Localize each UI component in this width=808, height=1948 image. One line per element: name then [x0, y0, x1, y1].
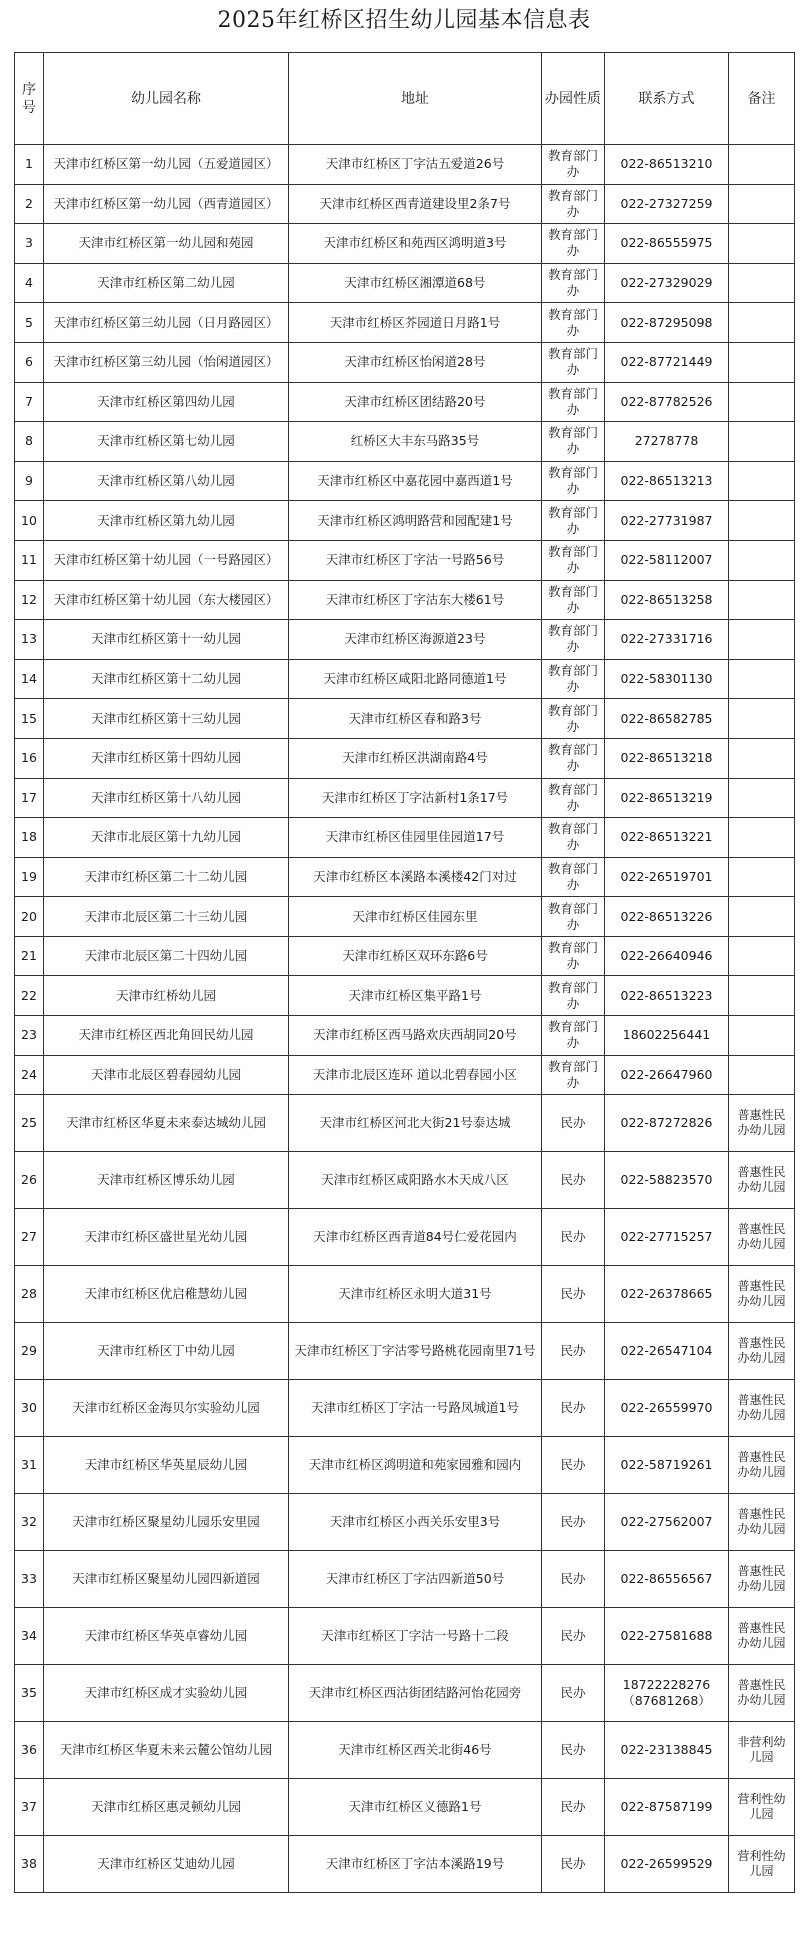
cell-note [729, 540, 795, 580]
cell-kindergarten-name: 天津市北辰区第十九幼儿园 [44, 818, 289, 858]
cell-note: 普惠性民办幼儿园 [729, 1323, 795, 1380]
table-header-row [15, 53, 795, 145]
table-row [15, 857, 795, 897]
cell-note [729, 936, 795, 976]
cell-index: 37 [15, 1779, 44, 1836]
cell-index: 31 [15, 1437, 44, 1494]
cell-address: 天津市红桥区佳园里佳园道17号 [289, 818, 542, 858]
cell-address: 天津市红桥区丁字沽一号路56号 [289, 540, 542, 580]
cell-address: 天津市红桥区丁字沽五爱道26号 [289, 145, 542, 185]
cell-contact: 022-27715257 [605, 1209, 729, 1266]
cell-nature: 民办 [542, 1665, 605, 1722]
cell-index: 35 [15, 1665, 44, 1722]
cell-nature: 教育部门办 [542, 461, 605, 501]
cell-index: 33 [15, 1551, 44, 1608]
cell-index: 26 [15, 1152, 44, 1209]
table-row [15, 1779, 795, 1836]
cell-address: 天津市红桥区咸阳北路同德道1号 [289, 659, 542, 699]
cell-note [729, 303, 795, 343]
cell-nature: 教育部门办 [542, 778, 605, 818]
cell-nature: 教育部门办 [542, 501, 605, 541]
cell-contact: 022-26378665 [605, 1266, 729, 1323]
cell-kindergarten-name: 天津市红桥区华英星辰幼儿园 [44, 1437, 289, 1494]
table-row [15, 1608, 795, 1665]
cell-index: 38 [15, 1836, 44, 1893]
cell-note [729, 897, 795, 937]
table-row [15, 303, 795, 343]
cell-index: 14 [15, 659, 44, 699]
cell-index: 12 [15, 580, 44, 620]
cell-index: 9 [15, 461, 44, 501]
cell-index: 32 [15, 1494, 44, 1551]
kindergarten-table [14, 52, 795, 1893]
cell-note: 普惠性民办幼儿园 [729, 1095, 795, 1152]
cell-nature: 教育部门办 [542, 857, 605, 897]
cell-note [729, 382, 795, 422]
cell-address: 天津市北辰区连环 道以北碧春园小区 [289, 1055, 542, 1095]
cell-contact: 18602256441 [605, 1016, 729, 1056]
cell-kindergarten-name: 天津市红桥区第八幼儿园 [44, 461, 289, 501]
table-row [15, 422, 795, 462]
cell-kindergarten-name: 天津市红桥区第一幼儿园（西青道园区） [44, 184, 289, 224]
table-row [15, 818, 795, 858]
cell-address: 天津市红桥区佳园东里 [289, 897, 542, 937]
cell-kindergarten-name: 天津市北辰区第二十四幼儿园 [44, 936, 289, 976]
cell-note [729, 342, 795, 382]
cell-address: 天津市红桥区湘潭道68号 [289, 263, 542, 303]
cell-contact: 022-27329029 [605, 263, 729, 303]
cell-contact: 022-58112007 [605, 540, 729, 580]
cell-contact: 022-26647960 [605, 1055, 729, 1095]
cell-kindergarten-name: 天津市红桥区第四幼儿园 [44, 382, 289, 422]
header-note: 备注 [729, 53, 795, 145]
cell-note [729, 145, 795, 185]
table-row [15, 976, 795, 1016]
table-row [15, 1209, 795, 1266]
table-row [15, 1836, 795, 1893]
cell-index: 25 [15, 1095, 44, 1152]
cell-address: 天津市红桥区鸿明道和苑家园雅和园内 [289, 1437, 542, 1494]
cell-index: 20 [15, 897, 44, 937]
cell-contact: 18722228276（87681268） [605, 1665, 729, 1722]
cell-address: 天津市红桥区丁字沽东大楼61号 [289, 580, 542, 620]
cell-index: 1 [15, 145, 44, 185]
cell-contact: 022-27581688 [605, 1608, 729, 1665]
cell-note: 普惠性民办幼儿园 [729, 1551, 795, 1608]
cell-kindergarten-name: 天津市红桥区第十二幼儿园 [44, 659, 289, 699]
cell-nature: 民办 [542, 1608, 605, 1665]
table-row [15, 620, 795, 660]
table-row [15, 1095, 795, 1152]
cell-kindergarten-name: 天津市红桥区华英卓睿幼儿园 [44, 1608, 289, 1665]
table-row [15, 738, 795, 778]
cell-nature: 教育部门办 [542, 303, 605, 343]
cell-contact: 022-23138845 [605, 1722, 729, 1779]
cell-address: 天津市红桥区中嘉花园中嘉西道1号 [289, 461, 542, 501]
cell-note [729, 778, 795, 818]
cell-nature: 教育部门办 [542, 738, 605, 778]
cell-contact: 022-86555975 [605, 224, 729, 264]
table-row [15, 263, 795, 303]
cell-address: 天津市红桥区咸阳路水木天成八区 [289, 1152, 542, 1209]
header-index: 序号 [15, 53, 44, 145]
cell-address: 天津市红桥区丁字沽一号路凤城道1号 [289, 1380, 542, 1437]
table-body [15, 145, 795, 1893]
table-row [15, 382, 795, 422]
cell-index: 16 [15, 738, 44, 778]
cell-nature: 民办 [542, 1779, 605, 1836]
cell-address: 天津市红桥区永明大道31号 [289, 1266, 542, 1323]
table-row [15, 1152, 795, 1209]
table-row [15, 1380, 795, 1437]
table-row [15, 1055, 795, 1095]
header-contact: 联系方式 [605, 53, 729, 145]
table-row [15, 1016, 795, 1056]
cell-contact: 022-87295098 [605, 303, 729, 343]
cell-address: 天津市红桥区和苑西区鸿明道3号 [289, 224, 542, 264]
cell-address: 天津市红桥区丁字沽本溪路19号 [289, 1836, 542, 1893]
cell-kindergarten-name: 天津市红桥区第十三幼儿园 [44, 699, 289, 739]
table-row [15, 897, 795, 937]
cell-nature: 教育部门办 [542, 699, 605, 739]
cell-contact: 022-26519701 [605, 857, 729, 897]
cell-note: 营利性幼儿园 [729, 1836, 795, 1893]
cell-contact: 022-26547104 [605, 1323, 729, 1380]
cell-nature: 教育部门办 [542, 897, 605, 937]
cell-nature: 教育部门办 [542, 659, 605, 699]
cell-nature: 民办 [542, 1437, 605, 1494]
cell-nature: 民办 [542, 1494, 605, 1551]
table-row [15, 1266, 795, 1323]
table-row [15, 1551, 795, 1608]
cell-nature: 教育部门办 [542, 342, 605, 382]
cell-note [729, 818, 795, 858]
cell-note [729, 620, 795, 660]
cell-address: 天津市红桥区西关北街46号 [289, 1722, 542, 1779]
cell-nature: 教育部门办 [542, 1055, 605, 1095]
table-row [15, 145, 795, 185]
cell-index: 27 [15, 1209, 44, 1266]
cell-kindergarten-name: 天津市红桥区华夏未来泰达城幼儿园 [44, 1095, 289, 1152]
cell-note: 普惠性民办幼儿园 [729, 1608, 795, 1665]
table-row [15, 224, 795, 264]
cell-index: 30 [15, 1380, 44, 1437]
cell-nature: 教育部门办 [542, 620, 605, 660]
cell-contact: 022-86513223 [605, 976, 729, 1016]
cell-kindergarten-name: 天津市红桥区聚星幼儿园乐安里园 [44, 1494, 289, 1551]
cell-index: 15 [15, 699, 44, 739]
cell-index: 18 [15, 818, 44, 858]
cell-nature: 民办 [542, 1266, 605, 1323]
cell-contact: 022-86513218 [605, 738, 729, 778]
cell-address: 天津市红桥区义德路1号 [289, 1779, 542, 1836]
cell-contact: 022-86513210 [605, 145, 729, 185]
cell-contact: 27278778 [605, 422, 729, 462]
cell-address: 天津市红桥区丁字沽四新道50号 [289, 1551, 542, 1608]
table-row [15, 778, 795, 818]
page-title: 2025年红桥区招生幼儿园基本信息表 [217, 8, 591, 33]
cell-note [729, 699, 795, 739]
cell-nature: 教育部门办 [542, 263, 605, 303]
cell-index: 7 [15, 382, 44, 422]
cell-nature: 教育部门办 [542, 580, 605, 620]
cell-index: 5 [15, 303, 44, 343]
cell-kindergarten-name: 天津市红桥区第三幼儿园（怡闲道园区） [44, 342, 289, 382]
cell-note: 非营利幼儿园 [729, 1722, 795, 1779]
cell-kindergarten-name: 天津市红桥区丁中幼儿园 [44, 1323, 289, 1380]
cell-index: 13 [15, 620, 44, 660]
cell-nature: 民办 [542, 1323, 605, 1380]
cell-nature: 民办 [542, 1722, 605, 1779]
cell-contact: 022-27331716 [605, 620, 729, 660]
cell-kindergarten-name: 天津市红桥区第七幼儿园 [44, 422, 289, 462]
table-row [15, 184, 795, 224]
cell-index: 11 [15, 540, 44, 580]
cell-address: 天津市红桥区海源道23号 [289, 620, 542, 660]
cell-kindergarten-name: 天津市红桥区第十幼儿园（东大楼园区） [44, 580, 289, 620]
cell-index: 10 [15, 501, 44, 541]
table-row [15, 936, 795, 976]
cell-index: 36 [15, 1722, 44, 1779]
cell-contact: 022-58719261 [605, 1437, 729, 1494]
table-row [15, 699, 795, 739]
cell-contact: 022-87721449 [605, 342, 729, 382]
cell-nature: 教育部门办 [542, 540, 605, 580]
table-row [15, 461, 795, 501]
cell-address: 天津市红桥区春和路3号 [289, 699, 542, 739]
cell-address: 天津市红桥区小西关乐安里3号 [289, 1494, 542, 1551]
cell-index: 3 [15, 224, 44, 264]
cell-kindergarten-name: 天津市红桥区第二幼儿园 [44, 263, 289, 303]
cell-contact: 022-87782526 [605, 382, 729, 422]
cell-kindergarten-name: 天津市红桥幼儿园 [44, 976, 289, 1016]
cell-note: 普惠性民办幼儿园 [729, 1380, 795, 1437]
cell-address: 天津市红桥区西青道84号仁爱花园内 [289, 1209, 542, 1266]
cell-nature: 教育部门办 [542, 976, 605, 1016]
cell-kindergarten-name: 天津市红桥区优启稚慧幼儿园 [44, 1266, 289, 1323]
cell-kindergarten-name: 天津市红桥区第一幼儿园和苑园 [44, 224, 289, 264]
cell-address: 天津市红桥区西马路欢庆西胡同20号 [289, 1016, 542, 1056]
cell-index: 23 [15, 1016, 44, 1056]
cell-note: 普惠性民办幼儿园 [729, 1209, 795, 1266]
cell-nature: 教育部门办 [542, 224, 605, 264]
cell-kindergarten-name: 天津市红桥区第一幼儿园（五爱道园区） [44, 145, 289, 185]
cell-kindergarten-name: 天津市红桥区第三幼儿园（日月路园区） [44, 303, 289, 343]
table-row [15, 342, 795, 382]
cell-note [729, 263, 795, 303]
cell-kindergarten-name: 天津市红桥区华夏未来云麓公馆幼儿园 [44, 1722, 289, 1779]
cell-note [729, 857, 795, 897]
cell-nature: 教育部门办 [542, 1016, 605, 1056]
cell-kindergarten-name: 天津市红桥区第十八幼儿园 [44, 778, 289, 818]
cell-note: 普惠性民办幼儿园 [729, 1152, 795, 1209]
cell-index: 19 [15, 857, 44, 897]
cell-nature: 民办 [542, 1209, 605, 1266]
cell-contact: 022-27731987 [605, 501, 729, 541]
table-row [15, 1437, 795, 1494]
cell-note [729, 1055, 795, 1095]
cell-kindergarten-name: 天津市红桥区第十一幼儿园 [44, 620, 289, 660]
cell-contact: 022-87272826 [605, 1095, 729, 1152]
cell-nature: 民办 [542, 1380, 605, 1437]
cell-index: 28 [15, 1266, 44, 1323]
cell-contact: 022-86556567 [605, 1551, 729, 1608]
header-address: 地址 [289, 53, 542, 145]
cell-index: 22 [15, 976, 44, 1016]
cell-note [729, 224, 795, 264]
cell-note: 营利性幼儿园 [729, 1779, 795, 1836]
cell-note: 普惠性民办幼儿园 [729, 1494, 795, 1551]
table-row [15, 580, 795, 620]
header-name: 幼儿园名称 [44, 53, 289, 145]
cell-address: 天津市红桥区丁字沽零号路桃花园南里71号 [289, 1323, 542, 1380]
cell-note: 普惠性民办幼儿园 [729, 1437, 795, 1494]
cell-note: 普惠性民办幼儿园 [729, 1266, 795, 1323]
cell-index: 24 [15, 1055, 44, 1095]
table-row [15, 1722, 795, 1779]
cell-kindergarten-name: 天津市红桥区惠灵顿幼儿园 [44, 1779, 289, 1836]
cell-kindergarten-name: 天津市红桥区成才实验幼儿园 [44, 1665, 289, 1722]
cell-contact: 022-26640946 [605, 936, 729, 976]
cell-kindergarten-name: 天津市北辰区碧春园幼儿园 [44, 1055, 289, 1095]
cell-index: 8 [15, 422, 44, 462]
cell-contact: 022-27562007 [605, 1494, 729, 1551]
cell-note [729, 184, 795, 224]
cell-index: 4 [15, 263, 44, 303]
cell-address: 天津市红桥区怡闲道28号 [289, 342, 542, 382]
cell-note [729, 580, 795, 620]
cell-index: 2 [15, 184, 44, 224]
cell-kindergarten-name: 天津市红桥区第十四幼儿园 [44, 738, 289, 778]
cell-kindergarten-name: 天津市红桥区第九幼儿园 [44, 501, 289, 541]
cell-kindergarten-name: 天津市红桥区第十幼儿园（一号路园区） [44, 540, 289, 580]
cell-note [729, 738, 795, 778]
table-row [15, 540, 795, 580]
cell-address: 天津市红桥区西青道建设里2条7号 [289, 184, 542, 224]
cell-address: 天津市红桥区丁字沽新村1条17号 [289, 778, 542, 818]
cell-nature: 教育部门办 [542, 936, 605, 976]
cell-contact: 022-86582785 [605, 699, 729, 739]
cell-address: 天津市红桥区洪湖南路4号 [289, 738, 542, 778]
cell-address: 天津市红桥区河北大街21号泰达城 [289, 1095, 542, 1152]
cell-address: 天津市红桥区鸿明路营和园配建1号 [289, 501, 542, 541]
cell-index: 21 [15, 936, 44, 976]
cell-contact: 022-86513213 [605, 461, 729, 501]
cell-contact: 022-86513219 [605, 778, 729, 818]
cell-address: 天津市红桥区双环东路6号 [289, 936, 542, 976]
cell-contact: 022-86513221 [605, 818, 729, 858]
cell-nature: 民办 [542, 1551, 605, 1608]
cell-kindergarten-name: 天津市红桥区博乐幼儿园 [44, 1152, 289, 1209]
cell-address: 天津市红桥区芥园道日月路1号 [289, 303, 542, 343]
cell-contact: 022-26559970 [605, 1380, 729, 1437]
cell-address: 天津市红桥区团结路20号 [289, 382, 542, 422]
cell-note [729, 659, 795, 699]
cell-address: 天津市红桥区西沽街团结路河怡花园旁 [289, 1665, 542, 1722]
cell-index: 17 [15, 778, 44, 818]
table-row [15, 659, 795, 699]
cell-contact: 022-86513226 [605, 897, 729, 937]
cell-address: 红桥区大丰东马路35号 [289, 422, 542, 462]
cell-nature: 民办 [542, 1152, 605, 1209]
cell-note [729, 976, 795, 1016]
cell-nature: 教育部门办 [542, 422, 605, 462]
cell-note [729, 501, 795, 541]
cell-kindergarten-name: 天津市红桥区西北角回民幼儿园 [44, 1016, 289, 1056]
table-row [15, 501, 795, 541]
cell-nature: 教育部门办 [542, 818, 605, 858]
table-row [15, 1494, 795, 1551]
cell-kindergarten-name: 天津市北辰区第二十三幼儿园 [44, 897, 289, 937]
cell-note [729, 461, 795, 501]
cell-contact: 022-58301130 [605, 659, 729, 699]
cell-index: 6 [15, 342, 44, 382]
cell-kindergarten-name: 天津市红桥区盛世星光幼儿园 [44, 1209, 289, 1266]
table-row [15, 1665, 795, 1722]
table-row [15, 1323, 795, 1380]
cell-note: 普惠性民办幼儿园 [729, 1665, 795, 1722]
cell-nature: 民办 [542, 1836, 605, 1893]
cell-nature: 教育部门办 [542, 382, 605, 422]
cell-nature: 教育部门办 [542, 184, 605, 224]
cell-contact: 022-86513258 [605, 580, 729, 620]
cell-kindergarten-name: 天津市红桥区艾迪幼儿园 [44, 1836, 289, 1893]
cell-kindergarten-name: 天津市红桥区聚星幼儿园四新道园 [44, 1551, 289, 1608]
header-nature: 办园性质 [542, 53, 605, 145]
cell-nature: 教育部门办 [542, 145, 605, 185]
cell-address: 天津市红桥区丁字沽一号路十二段 [289, 1608, 542, 1665]
cell-contact: 022-58823570 [605, 1152, 729, 1209]
cell-note [729, 1016, 795, 1056]
cell-kindergarten-name: 天津市红桥区金海贝尔实验幼儿园 [44, 1380, 289, 1437]
cell-kindergarten-name: 天津市红桥区第二十二幼儿园 [44, 857, 289, 897]
cell-note [729, 422, 795, 462]
cell-contact: 022-26599529 [605, 1836, 729, 1893]
cell-contact: 022-87587199 [605, 1779, 729, 1836]
cell-address: 天津市红桥区本溪路本溪楼42门对过 [289, 857, 542, 897]
cell-nature: 民办 [542, 1095, 605, 1152]
cell-index: 29 [15, 1323, 44, 1380]
cell-contact: 022-27327259 [605, 184, 729, 224]
cell-index: 34 [15, 1608, 44, 1665]
cell-address: 天津市红桥区集平路1号 [289, 976, 542, 1016]
